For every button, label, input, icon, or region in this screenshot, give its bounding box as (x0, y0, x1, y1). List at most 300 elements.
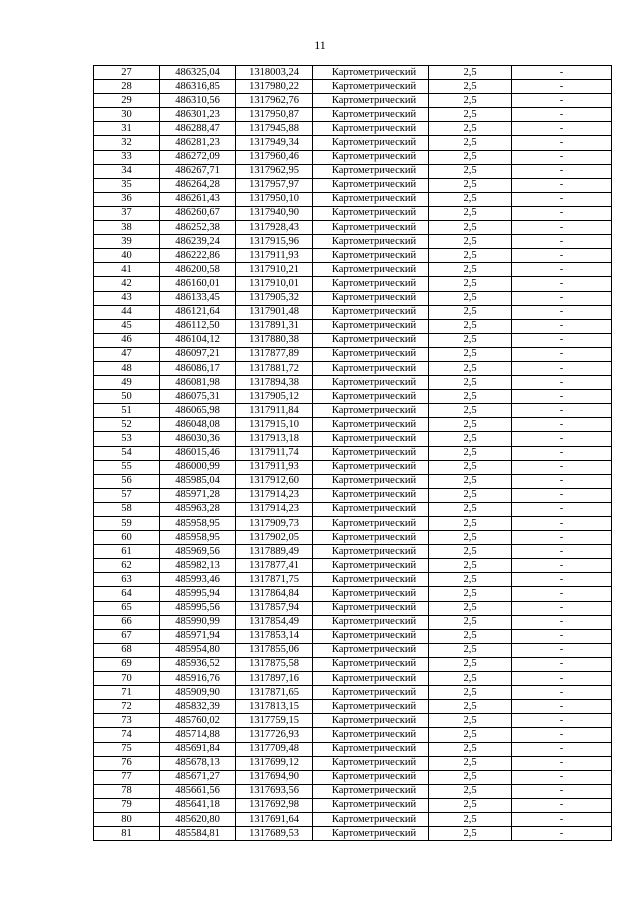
point-number-cell: 80 (94, 812, 160, 826)
method-cell: Картометрический (313, 333, 429, 347)
method-cell: Картометрический (313, 798, 429, 812)
x-coordinate-cell: 486260,67 (160, 206, 236, 220)
method-cell: Картометрический (313, 587, 429, 601)
x-coordinate-cell: 486000,99 (160, 460, 236, 474)
y-coordinate-cell: 1317905,32 (236, 291, 313, 305)
table-row (94, 150, 612, 164)
method-cell: Картометрический (313, 812, 429, 826)
accuracy-cell: 2,5 (429, 235, 512, 249)
accuracy-cell: 2,5 (429, 277, 512, 291)
table-row (94, 390, 612, 404)
method-cell: Картометрический (313, 347, 429, 361)
method-cell: Картометрический (313, 178, 429, 192)
point-number-cell: 53 (94, 432, 160, 446)
description-cell: - (512, 559, 612, 573)
y-coordinate-cell: 1317726,93 (236, 728, 313, 742)
x-coordinate-cell: 485714,88 (160, 728, 236, 742)
y-coordinate-cell: 1318003,24 (236, 66, 313, 80)
accuracy-cell: 2,5 (429, 559, 512, 573)
method-cell: Картометрический (313, 249, 429, 263)
y-coordinate-cell: 1317894,38 (236, 376, 313, 390)
description-cell: - (512, 164, 612, 178)
point-number-cell: 71 (94, 686, 160, 700)
y-coordinate-cell: 1317945,88 (236, 122, 313, 136)
method-cell: Картометрический (313, 206, 429, 220)
accuracy-cell: 2,5 (429, 742, 512, 756)
table-row (94, 291, 612, 305)
method-cell: Картометрический (313, 502, 429, 516)
description-cell: - (512, 122, 612, 136)
method-cell: Картометрический (313, 66, 429, 80)
table-row (94, 404, 612, 418)
method-cell: Картометрический (313, 221, 429, 235)
table-row (94, 629, 612, 643)
method-cell: Картометрический (313, 122, 429, 136)
point-number-cell: 74 (94, 728, 160, 742)
y-coordinate-cell: 1317914,23 (236, 502, 313, 516)
accuracy-cell: 2,5 (429, 150, 512, 164)
x-coordinate-cell: 486121,64 (160, 305, 236, 319)
x-coordinate-cell: 485993,46 (160, 573, 236, 587)
table-row (94, 108, 612, 122)
description-cell: - (512, 206, 612, 220)
point-number-cell: 64 (94, 587, 160, 601)
method-cell: Картометрический (313, 657, 429, 671)
method-cell: Картометрический (313, 305, 429, 319)
accuracy-cell: 2,5 (429, 263, 512, 277)
y-coordinate-cell: 1317864,84 (236, 587, 313, 601)
point-number-cell: 38 (94, 221, 160, 235)
description-cell: - (512, 319, 612, 333)
method-cell: Картометрический (313, 756, 429, 770)
method-cell: Картометрический (313, 784, 429, 798)
table-row (94, 559, 612, 573)
y-coordinate-cell: 1317950,87 (236, 108, 313, 122)
point-number-cell: 68 (94, 643, 160, 657)
x-coordinate-cell: 485963,28 (160, 502, 236, 516)
point-number-cell: 79 (94, 798, 160, 812)
description-cell: - (512, 770, 612, 784)
accuracy-cell: 2,5 (429, 728, 512, 742)
method-cell: Картометрический (313, 601, 429, 615)
method-cell: Картометрический (313, 164, 429, 178)
y-coordinate-cell: 1317853,14 (236, 629, 313, 643)
accuracy-cell: 2,5 (429, 178, 512, 192)
method-cell: Картометрический (313, 446, 429, 460)
accuracy-cell: 2,5 (429, 446, 512, 460)
description-cell: - (512, 66, 612, 80)
y-coordinate-cell: 1317911,84 (236, 404, 313, 418)
y-coordinate-cell: 1317871,65 (236, 686, 313, 700)
point-number-cell: 49 (94, 376, 160, 390)
description-cell: - (512, 531, 612, 545)
accuracy-cell: 2,5 (429, 601, 512, 615)
x-coordinate-cell: 485678,13 (160, 756, 236, 770)
method-cell: Картометрический (313, 545, 429, 559)
method-cell: Картометрический (313, 559, 429, 573)
point-number-cell: 70 (94, 672, 160, 686)
point-number-cell: 77 (94, 770, 160, 784)
method-cell: Картометрический (313, 291, 429, 305)
point-number-cell: 57 (94, 488, 160, 502)
description-cell: - (512, 221, 612, 235)
method-cell: Картометрический (313, 136, 429, 150)
table-row (94, 446, 612, 460)
point-number-cell: 36 (94, 192, 160, 206)
description-cell: - (512, 784, 612, 798)
description-cell: - (512, 446, 612, 460)
method-cell: Картометрический (313, 460, 429, 474)
table-row (94, 545, 612, 559)
x-coordinate-cell: 485671,27 (160, 770, 236, 784)
x-coordinate-cell: 486086,17 (160, 361, 236, 375)
description-cell: - (512, 601, 612, 615)
description-cell: - (512, 432, 612, 446)
table-row (94, 770, 612, 784)
y-coordinate-cell: 1317891,31 (236, 319, 313, 333)
x-coordinate-cell: 485832,39 (160, 700, 236, 714)
method-cell: Картометрический (313, 629, 429, 643)
point-number-cell: 67 (94, 629, 160, 643)
table-row (94, 573, 612, 587)
x-coordinate-cell: 486325,04 (160, 66, 236, 80)
x-coordinate-cell: 486065,98 (160, 404, 236, 418)
description-cell: - (512, 390, 612, 404)
description-cell: - (512, 305, 612, 319)
accuracy-cell: 2,5 (429, 164, 512, 178)
y-coordinate-cell: 1317962,76 (236, 94, 313, 108)
accuracy-cell: 2,5 (429, 798, 512, 812)
description-cell: - (512, 643, 612, 657)
point-number-cell: 65 (94, 601, 160, 615)
table-row (94, 277, 612, 291)
description-cell: - (512, 361, 612, 375)
point-number-cell: 47 (94, 347, 160, 361)
method-cell: Картометрический (313, 80, 429, 94)
accuracy-cell: 2,5 (429, 686, 512, 700)
accuracy-cell: 2,5 (429, 221, 512, 235)
y-coordinate-cell: 1317854,49 (236, 615, 313, 629)
accuracy-cell: 2,5 (429, 756, 512, 770)
x-coordinate-cell: 486048,08 (160, 418, 236, 432)
x-coordinate-cell: 486075,31 (160, 390, 236, 404)
accuracy-cell: 2,5 (429, 305, 512, 319)
point-number-cell: 72 (94, 700, 160, 714)
x-coordinate-cell: 486104,12 (160, 333, 236, 347)
table-row (94, 798, 612, 812)
table-row (94, 347, 612, 361)
description-cell: - (512, 418, 612, 432)
point-number-cell: 59 (94, 517, 160, 531)
accuracy-cell: 2,5 (429, 657, 512, 671)
y-coordinate-cell: 1317902,05 (236, 531, 313, 545)
description-cell: - (512, 686, 612, 700)
point-number-cell: 56 (94, 474, 160, 488)
accuracy-cell: 2,5 (429, 291, 512, 305)
description-cell: - (512, 488, 612, 502)
method-cell: Картометрический (313, 728, 429, 742)
point-number-cell: 66 (94, 615, 160, 629)
x-coordinate-cell: 485995,94 (160, 587, 236, 601)
y-coordinate-cell: 1317915,96 (236, 235, 313, 249)
y-coordinate-cell: 1317910,21 (236, 263, 313, 277)
accuracy-cell: 2,5 (429, 333, 512, 347)
x-coordinate-cell: 485990,99 (160, 615, 236, 629)
table-row (94, 361, 612, 375)
x-coordinate-cell: 485971,94 (160, 629, 236, 643)
table-row (94, 517, 612, 531)
point-number-cell: 30 (94, 108, 160, 122)
accuracy-cell: 2,5 (429, 122, 512, 136)
description-cell: - (512, 235, 612, 249)
point-number-cell: 27 (94, 66, 160, 80)
x-coordinate-cell: 486267,71 (160, 164, 236, 178)
table-row (94, 827, 612, 841)
accuracy-cell: 2,5 (429, 784, 512, 798)
method-cell: Картометрический (313, 404, 429, 418)
y-coordinate-cell: 1317689,53 (236, 827, 313, 841)
point-number-cell: 52 (94, 418, 160, 432)
accuracy-cell: 2,5 (429, 249, 512, 263)
method-cell: Картометрический (313, 150, 429, 164)
point-number-cell: 51 (94, 404, 160, 418)
accuracy-cell: 2,5 (429, 94, 512, 108)
method-cell: Картометрический (313, 672, 429, 686)
method-cell: Картометрический (313, 390, 429, 404)
table-row (94, 206, 612, 220)
method-cell: Картометрический (313, 432, 429, 446)
point-number-cell: 35 (94, 178, 160, 192)
point-number-cell: 45 (94, 319, 160, 333)
accuracy-cell: 2,5 (429, 418, 512, 432)
table-row (94, 474, 612, 488)
x-coordinate-cell: 486301,23 (160, 108, 236, 122)
x-coordinate-cell: 485620,80 (160, 812, 236, 826)
x-coordinate-cell: 486030,36 (160, 432, 236, 446)
y-coordinate-cell: 1317980,22 (236, 80, 313, 94)
y-coordinate-cell: 1317877,41 (236, 559, 313, 573)
table-row (94, 221, 612, 235)
description-cell: - (512, 80, 612, 94)
description-cell: - (512, 798, 612, 812)
x-coordinate-cell: 485985,04 (160, 474, 236, 488)
description-cell: - (512, 136, 612, 150)
x-coordinate-cell: 485971,28 (160, 488, 236, 502)
x-coordinate-cell: 486015,46 (160, 446, 236, 460)
point-number-cell: 37 (94, 206, 160, 220)
description-cell: - (512, 517, 612, 531)
x-coordinate-cell: 486239,24 (160, 235, 236, 249)
accuracy-cell: 2,5 (429, 672, 512, 686)
method-cell: Картометрический (313, 686, 429, 700)
accuracy-cell: 2,5 (429, 460, 512, 474)
description-cell: - (512, 192, 612, 206)
point-number-cell: 58 (94, 502, 160, 516)
method-cell: Картометрический (313, 319, 429, 333)
table-row (94, 700, 612, 714)
description-cell: - (512, 615, 612, 629)
method-cell: Картометрический (313, 770, 429, 784)
point-number-cell: 46 (94, 333, 160, 347)
y-coordinate-cell: 1317914,23 (236, 488, 313, 502)
table-row (94, 742, 612, 756)
accuracy-cell: 2,5 (429, 474, 512, 488)
point-number-cell: 63 (94, 573, 160, 587)
method-cell: Картометрический (313, 531, 429, 545)
accuracy-cell: 2,5 (429, 770, 512, 784)
method-cell: Картометрический (313, 418, 429, 432)
x-coordinate-cell: 486281,23 (160, 136, 236, 150)
point-number-cell: 34 (94, 164, 160, 178)
y-coordinate-cell: 1317880,38 (236, 333, 313, 347)
description-cell: - (512, 263, 612, 277)
accuracy-cell: 2,5 (429, 629, 512, 643)
description-cell: - (512, 587, 612, 601)
table-row (94, 178, 612, 192)
point-number-cell: 81 (94, 827, 160, 841)
y-coordinate-cell: 1317960,46 (236, 150, 313, 164)
table-row (94, 643, 612, 657)
y-coordinate-cell: 1317928,43 (236, 221, 313, 235)
description-cell: - (512, 94, 612, 108)
accuracy-cell: 2,5 (429, 136, 512, 150)
x-coordinate-cell: 486316,85 (160, 80, 236, 94)
point-number-cell: 41 (94, 263, 160, 277)
point-number-cell: 29 (94, 94, 160, 108)
point-number-cell: 44 (94, 305, 160, 319)
point-number-cell: 40 (94, 249, 160, 263)
accuracy-cell: 2,5 (429, 347, 512, 361)
coordinates-table (93, 65, 612, 841)
accuracy-cell: 2,5 (429, 390, 512, 404)
x-coordinate-cell: 486200,58 (160, 263, 236, 277)
method-cell: Картометрический (313, 474, 429, 488)
x-coordinate-cell: 485916,76 (160, 672, 236, 686)
y-coordinate-cell: 1317857,94 (236, 601, 313, 615)
method-cell: Картометрический (313, 277, 429, 291)
x-coordinate-cell: 485982,13 (160, 559, 236, 573)
description-cell: - (512, 178, 612, 192)
point-number-cell: 33 (94, 150, 160, 164)
y-coordinate-cell: 1317881,72 (236, 361, 313, 375)
x-coordinate-cell: 485958,95 (160, 531, 236, 545)
point-number-cell: 32 (94, 136, 160, 150)
point-number-cell: 43 (94, 291, 160, 305)
description-cell: - (512, 150, 612, 164)
accuracy-cell: 2,5 (429, 108, 512, 122)
accuracy-cell: 2,5 (429, 488, 512, 502)
y-coordinate-cell: 1317693,56 (236, 784, 313, 798)
y-coordinate-cell: 1317694,90 (236, 770, 313, 784)
accuracy-cell: 2,5 (429, 80, 512, 94)
accuracy-cell: 2,5 (429, 643, 512, 657)
method-cell: Картометрический (313, 643, 429, 657)
accuracy-cell: 2,5 (429, 615, 512, 629)
y-coordinate-cell: 1317909,73 (236, 517, 313, 531)
accuracy-cell: 2,5 (429, 192, 512, 206)
accuracy-cell: 2,5 (429, 361, 512, 375)
method-cell: Картометрический (313, 361, 429, 375)
method-cell: Картометрический (313, 488, 429, 502)
description-cell: - (512, 657, 612, 671)
description-cell: - (512, 347, 612, 361)
table-row (94, 263, 612, 277)
table-row (94, 333, 612, 347)
accuracy-cell: 2,5 (429, 812, 512, 826)
accuracy-cell: 2,5 (429, 700, 512, 714)
description-cell: - (512, 742, 612, 756)
y-coordinate-cell: 1317877,89 (236, 347, 313, 361)
x-coordinate-cell: 486160,01 (160, 277, 236, 291)
table-row (94, 587, 612, 601)
accuracy-cell: 2,5 (429, 206, 512, 220)
point-number-cell: 31 (94, 122, 160, 136)
method-cell: Картометрический (313, 376, 429, 390)
y-coordinate-cell: 1317910,01 (236, 277, 313, 291)
point-number-cell: 48 (94, 361, 160, 375)
method-cell: Картометрический (313, 742, 429, 756)
x-coordinate-cell: 485909,90 (160, 686, 236, 700)
x-coordinate-cell: 485954,80 (160, 643, 236, 657)
table-row (94, 601, 612, 615)
x-coordinate-cell: 485661,56 (160, 784, 236, 798)
x-coordinate-cell: 486081,98 (160, 376, 236, 390)
description-cell: - (512, 573, 612, 587)
table-row (94, 66, 612, 80)
y-coordinate-cell: 1317940,90 (236, 206, 313, 220)
table-row (94, 502, 612, 516)
x-coordinate-cell: 486222,86 (160, 249, 236, 263)
table-row (94, 305, 612, 319)
y-coordinate-cell: 1317915,10 (236, 418, 313, 432)
description-cell: - (512, 108, 612, 122)
x-coordinate-cell: 485958,95 (160, 517, 236, 531)
point-number-cell: 62 (94, 559, 160, 573)
table-row (94, 488, 612, 502)
description-cell: - (512, 629, 612, 643)
point-number-cell: 39 (94, 235, 160, 249)
point-number-cell: 54 (94, 446, 160, 460)
x-coordinate-cell: 485969,56 (160, 545, 236, 559)
x-coordinate-cell: 486112,50 (160, 319, 236, 333)
x-coordinate-cell: 486252,38 (160, 221, 236, 235)
table-row (94, 136, 612, 150)
description-cell: - (512, 756, 612, 770)
accuracy-cell: 2,5 (429, 404, 512, 418)
description-cell: - (512, 545, 612, 559)
y-coordinate-cell: 1317957,97 (236, 178, 313, 192)
accuracy-cell: 2,5 (429, 714, 512, 728)
y-coordinate-cell: 1317901,48 (236, 305, 313, 319)
y-coordinate-cell: 1317813,15 (236, 700, 313, 714)
accuracy-cell: 2,5 (429, 432, 512, 446)
y-coordinate-cell: 1317889,49 (236, 545, 313, 559)
x-coordinate-cell: 486272,09 (160, 150, 236, 164)
point-number-cell: 76 (94, 756, 160, 770)
y-coordinate-cell: 1317911,93 (236, 249, 313, 263)
accuracy-cell: 2,5 (429, 376, 512, 390)
accuracy-cell: 2,5 (429, 587, 512, 601)
accuracy-cell: 2,5 (429, 502, 512, 516)
y-coordinate-cell: 1317871,75 (236, 573, 313, 587)
table-row (94, 164, 612, 178)
description-cell: - (512, 474, 612, 488)
table-row (94, 94, 612, 108)
table-row (94, 460, 612, 474)
method-cell: Картометрический (313, 517, 429, 531)
description-cell: - (512, 376, 612, 390)
x-coordinate-cell: 486264,28 (160, 178, 236, 192)
